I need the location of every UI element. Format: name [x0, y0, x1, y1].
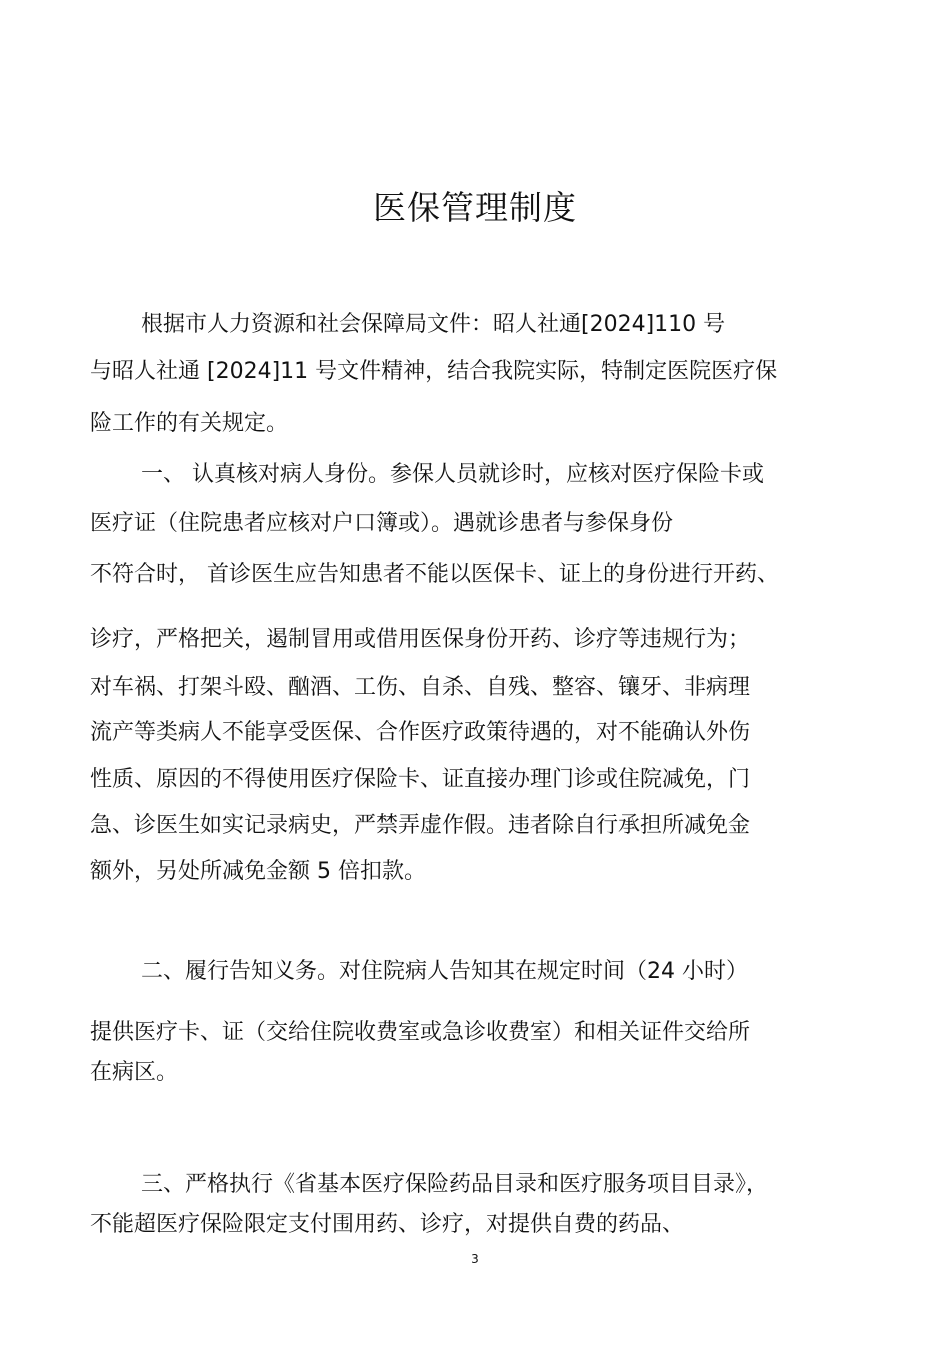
paragraph-line: 急、诊医生如实记录病史，严禁弄虚作假。违者除自行承担所减免金 [90, 813, 751, 838]
paragraph-line: 性质、原因的不得使用医疗保险卡、证直接办理门诊或住院减免，门 [90, 767, 751, 792]
paragraph-line: 三、严格执行《省基本医疗保险药品目录和医疗服务项目目录》， [141, 1172, 769, 1197]
paragraph-line: 与昭人社通 [2024]11 号文件精神，结合我院实际，特制定医院医疗保 [90, 359, 778, 384]
paragraph-line: 诊疗，严格把关，遏制冒用或借用医保身份开药、诊疗等违规行为； [90, 627, 751, 652]
paragraph-line: 不能超医疗保险限定支付围用药、诊疗，对提供自费的药品、 [90, 1212, 685, 1237]
paragraph-line: 根据市人力资源和社会保障局文件：昭人社通[2024]110 号 [141, 312, 726, 337]
paragraph-line: 额外，另处所减免金额 5 倍扣款。 [90, 859, 426, 884]
paragraph-line: 不符合时， 首诊医生应告知患者不能以医保卡、证上的身份进行开药、 [90, 562, 779, 587]
paragraph-line: 流产等类病人不能享受医保、合作医疗政策待遇的，对不能确认外伤 [90, 720, 751, 745]
paragraph-line: 二、履行告知义务。对住院病人告知其在规定时间（24 小时） [141, 959, 748, 984]
document-title: 医保管理制度 [373, 188, 577, 227]
paragraph-line: 对车祸、打架斗殴、酗酒、工伤、自杀、自残、整容、镶牙、非病理 [90, 675, 751, 700]
paragraph-line: 医疗证（住院患者应核对户口簿或）。遇就诊患者与参保身份 [90, 511, 674, 536]
paragraph-line: 险工作的有关规定。 [90, 411, 289, 436]
paragraph-line: 在病区。 [90, 1060, 179, 1085]
paragraph-line: 提供医疗卡、证（交给住院收费室或急诊收费室）和相关证件交给所 [90, 1020, 751, 1045]
paragraph-line: 一、 认真核对病人身份。参保人员就诊时，应核对医疗保险卡或 [141, 462, 764, 487]
page-number: 3 [471, 1252, 479, 1266]
